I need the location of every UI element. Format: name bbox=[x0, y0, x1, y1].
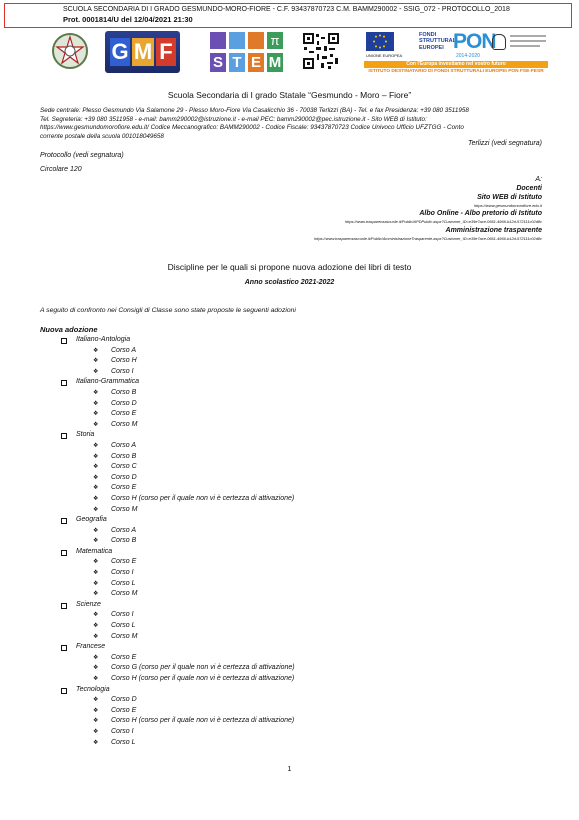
recipients-to: A: bbox=[535, 176, 542, 183]
stem-logo bbox=[208, 31, 286, 73]
italian-republic-emblem-icon bbox=[50, 31, 90, 71]
bullet-icon: ❖ bbox=[93, 633, 99, 640]
course-item: ❖ Corso I bbox=[93, 367, 134, 375]
course-item: ❖ Corso A bbox=[93, 441, 137, 449]
recipient-docenti: Docenti bbox=[516, 185, 542, 192]
contacts-line4: corrente postale della scuola 001018049658 bbox=[40, 132, 164, 140]
course-item: ❖ Corso D bbox=[93, 473, 137, 481]
bullet-icon: ❖ bbox=[93, 485, 99, 492]
gmf-letter-m: M bbox=[133, 39, 153, 64]
pon-slogan: Con l'Europa investiamo nel vostro futuro bbox=[364, 61, 548, 68]
course-item: ❖ Corso I bbox=[93, 569, 134, 577]
recipients-block bbox=[200, 176, 542, 243]
bullet-icon: ❖ bbox=[93, 580, 99, 587]
contacts-line1: Sede centrale: Plesso Gesmundo Via Salamone 29 - Plesso Moro-Fiore Via Casalicchio 36 - 70038 Terlizzi (BA) - Tel. e fax Presidenza: +39 080 3511958 bbox=[40, 107, 469, 114]
bullet-icon: ❖ bbox=[93, 697, 99, 704]
bullet-icon: ❖ bbox=[93, 411, 99, 418]
subject-item: Storia bbox=[40, 431, 560, 442]
course-item: ❖ Corso I bbox=[93, 727, 134, 735]
gmf-letter-g: G bbox=[111, 39, 129, 64]
gmf-letter-f: F bbox=[156, 38, 176, 66]
adoption-list bbox=[40, 325, 560, 749]
stem-letter-s: S bbox=[210, 53, 226, 72]
bullet-icon: ❖ bbox=[93, 559, 99, 566]
bullet-icon: ❖ bbox=[93, 612, 99, 619]
course-item: ❖ Corso I bbox=[93, 611, 134, 619]
bullet-icon: ❖ bbox=[93, 358, 99, 365]
stem-letter-t: T bbox=[229, 53, 245, 72]
course-item: ❖ Corso E bbox=[93, 484, 137, 492]
course-item: ❖ Corso M bbox=[93, 590, 138, 598]
recipient-amm-url: https://www.trasparenzascuole.it/Public/AmministrazioneTrasparente.aspx?Customer_ID=e39e7ace-0661-4966-b12d-572111c02d8c bbox=[314, 236, 542, 241]
bullet-icon: ❖ bbox=[93, 368, 99, 375]
bullet-icon: ❖ bbox=[93, 453, 99, 460]
course-item: ❖ Corso L bbox=[93, 579, 136, 587]
bullet-icon: ❖ bbox=[93, 676, 99, 682]
bullet-icon: ❖ bbox=[93, 389, 99, 396]
contacts-line3: https://www.gesmundomorofiore.edu.it/ Codice Meccanografico: BAMM290002 - Codice Fiscale: 93437870723 Codice Univoco Ufficio UFZTGG - Conto bbox=[40, 124, 464, 131]
course-item: ❖ Corso B bbox=[93, 388, 137, 396]
course-item: ❖ Corso G (corso per il quale non vi è certezza di attivazione) bbox=[93, 664, 295, 672]
recipient-sito-url: https://www.gesmundomorofiore.edu.it bbox=[473, 203, 542, 208]
course-item: ❖ Corso E bbox=[93, 558, 137, 566]
bullet-icon: ❖ bbox=[93, 707, 99, 714]
bullet-icon: ❖ bbox=[93, 474, 99, 481]
course-item: ❖ Corso E bbox=[93, 706, 137, 714]
pon-europei: EUROPEI bbox=[419, 44, 444, 51]
bullet-icon: ❖ bbox=[93, 527, 99, 534]
course-item: ❖ Corso M bbox=[93, 420, 138, 428]
intro-text: A seguito di confronto nei Consigli di Classe sono state proposte le seguenti adozioni bbox=[40, 307, 296, 314]
subject-item: Geografia bbox=[40, 516, 560, 527]
pon-title: PON bbox=[453, 30, 496, 53]
page-number: 1 bbox=[287, 766, 292, 773]
subject-item: Italiano-Antologia bbox=[40, 336, 560, 347]
qr-code-icon bbox=[302, 32, 340, 70]
course-item: ❖ Corso H (corso per il quale non vi è certezza di attivazione) bbox=[93, 675, 295, 682]
protocol-reference: Protocollo (vedi segnatura) bbox=[40, 152, 124, 159]
bullet-icon: ❖ bbox=[93, 591, 99, 598]
pon-strutturali: STRUTTURALI bbox=[419, 38, 458, 45]
recipient-amm: Amministrazione trasparente bbox=[445, 227, 542, 234]
document-title: Discipline per le quali si propone nuova adozione dei libri di testo bbox=[167, 262, 412, 272]
protocol-stamp-line1: SCUOLA SECONDARIA DI I GRADO GESMUNDO-MORO-FIORE - C.F. 93437870723 C.M. BAMM290002 - SSIG_072 - PROTOCOLLO_2018 bbox=[63, 6, 510, 13]
pon-years: 2014-2020 bbox=[456, 53, 480, 59]
place-date: Terlizzi (vedi segnatura) bbox=[467, 140, 542, 147]
course-item: ❖ Corso H (corso per il quale non vi è certezza di attivazione) bbox=[93, 717, 295, 725]
course-item: ❖ Corso B bbox=[93, 452, 137, 460]
bullet-icon: ❖ bbox=[93, 728, 99, 735]
stem-letter-m: M bbox=[268, 54, 282, 71]
protocol-stamp bbox=[4, 3, 572, 28]
subject-item: Italiano-Grammatica bbox=[40, 378, 560, 389]
course-item: ❖ Corso D bbox=[93, 399, 137, 407]
stem-icons: π bbox=[208, 31, 286, 51]
contacts-line2: Tel. Segreteria: +39 080 3511958 - e-mail: bamm290002@istruzione.it - e-mail PEC: bamm290002@pec.istruzione.it - Sito WEB di Istituto: bbox=[40, 115, 427, 123]
school-title: Scuola Secondaria di I grado Statale “Gesmundo - Moro – Fiore” bbox=[167, 90, 412, 100]
course-item: ❖ Corso M bbox=[93, 632, 138, 640]
course-item: ❖ Corso A bbox=[93, 346, 137, 354]
bullet-icon: ❖ bbox=[93, 400, 99, 407]
course-item: ❖ Corso L bbox=[93, 622, 136, 630]
course-item: ❖ Corso L bbox=[93, 738, 136, 746]
bullet-icon: ❖ bbox=[93, 718, 99, 725]
recipient-albo: Albo Online - Albo pretorio di Istituto bbox=[419, 210, 542, 217]
subject-item: Francese bbox=[40, 643, 560, 654]
pon-fondi: FONDI bbox=[419, 32, 437, 38]
bullet-icon: ❖ bbox=[93, 495, 99, 502]
bullet-icon: ❖ bbox=[93, 442, 99, 449]
protocol-stamp-line2: Prot. 0001814/U del 12/04/2021 21:30 bbox=[63, 15, 193, 24]
bullet-icon: ❖ bbox=[93, 538, 99, 545]
ministry-emblem-icon bbox=[492, 34, 506, 50]
bullet-icon: ❖ bbox=[93, 506, 99, 513]
bullet-icon: ❖ bbox=[93, 654, 99, 661]
gmf-logo bbox=[105, 31, 180, 73]
school-contacts bbox=[40, 107, 560, 141]
bullet-icon: ❖ bbox=[93, 421, 99, 428]
eu-flag-icon bbox=[366, 32, 394, 51]
bullet-icon: ❖ bbox=[93, 570, 99, 577]
course-item: ❖ Corso H (corso per il quale non vi è certezza di attivazione) bbox=[93, 494, 295, 502]
course-item: ❖ Corso D bbox=[93, 696, 137, 704]
subject-item: Matematica bbox=[40, 548, 560, 559]
course-item: ❖ Corso M bbox=[93, 505, 138, 513]
circular-number: Circolare 120 bbox=[40, 166, 82, 173]
stem-letter-e: E bbox=[248, 53, 264, 72]
bullet-icon: ❖ bbox=[93, 347, 99, 354]
section-header: Nuova adozione bbox=[40, 325, 98, 334]
bullet-icon: ❖ bbox=[93, 739, 99, 746]
course-item: ❖ Corso E bbox=[93, 653, 137, 661]
pon-footer: ISTITUTO DESTINATARIO DI FONDI STRUTTURALI EUROPEI PON FSE-FESR bbox=[368, 69, 544, 74]
bullet-icon: ❖ bbox=[93, 464, 99, 471]
document-subtitle: Anno scolastico 2021-2022 bbox=[244, 279, 335, 286]
subject-item: Scienze bbox=[40, 601, 560, 612]
course-item: ❖ Corso H bbox=[93, 357, 137, 365]
pon-banner bbox=[364, 30, 548, 76]
recipient-albo-url: https://www.trasparenzascuole.it/Public/APDPublic.aspx?Customer_ID=e39e7ace-0661-4966-b12d-572111c02d8c bbox=[345, 219, 542, 224]
course-item: ❖ Corso C bbox=[93, 463, 137, 471]
course-item: ❖ Corso A bbox=[93, 526, 137, 534]
bullet-icon: ❖ bbox=[93, 665, 99, 672]
course-item: ❖ Corso B bbox=[93, 537, 137, 545]
recipient-sito: Sito WEB di Istituto bbox=[477, 194, 542, 201]
bullet-icon: ❖ bbox=[93, 623, 99, 630]
eu-caption: UNIONE EUROPEA bbox=[366, 53, 403, 58]
subject-item: Tecnologia bbox=[40, 686, 560, 697]
course-item: ❖ Corso E bbox=[93, 410, 137, 418]
